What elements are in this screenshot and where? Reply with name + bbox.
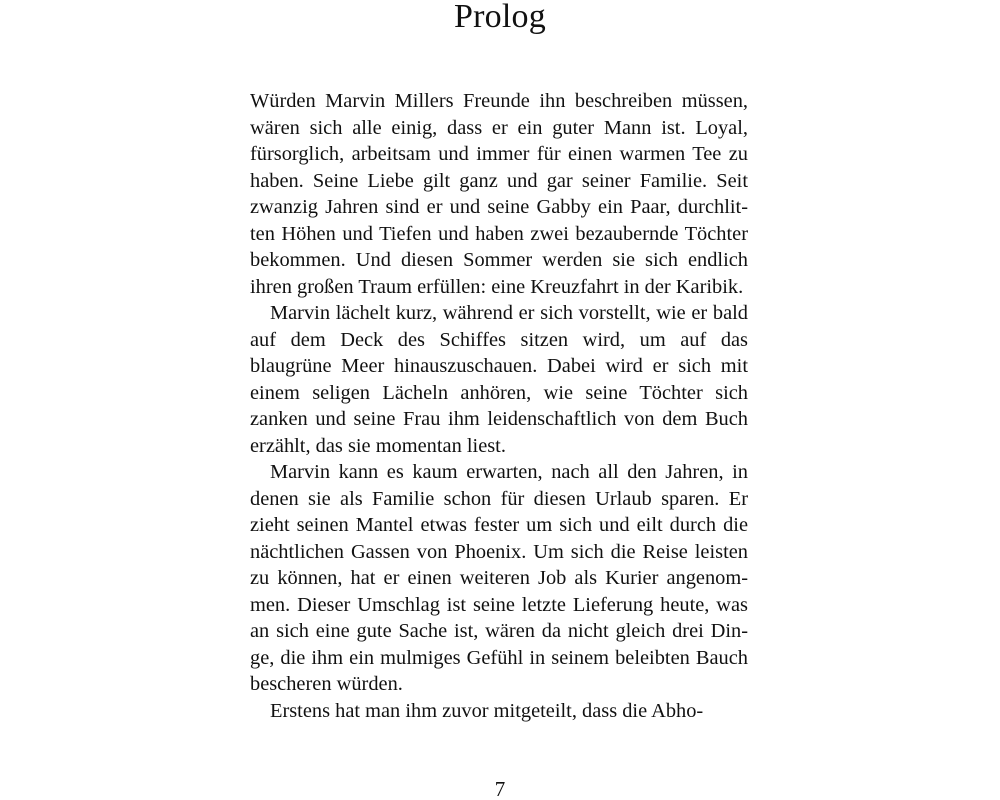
paragraph-2: Marvin lächelt kurz, während er sich vorstellt, wie er bald auf dem Deck des Schiffes sitzen wird, um auf das blaugrüne Meer hinauszuschauen. Dabei wird er sich mit einem seligen Lächeln anhören, wie seine Töchter sich zanken und seine Frau ihm leidenschaftlich von dem Buch erzählt, das sie momentan liest.	[250, 302, 748, 457]
page-number: 7	[494, 777, 506, 800]
paragraph-1: Würden Marvin Millers Freunde ihn beschreiben müssen, wären sich alle einig, dass er ein guter Mann ist. Loyal, fürsorglich, arbeitsam und immer für einen warmen Tee zu haben. Seine Liebe gilt ganz und gar seiner Familie. Seit zwanzig Jahren sind er und seine Gabby ein Paar, durchlit-ten Höhen und Tiefen und haben zwei bezaubernde Töchter bekommen. Und diesen Sommer werden sie sich endlich ihren großen Traum erfüllen: eine Kreuzfahrt in der Karibik.	[250, 90, 748, 298]
chapter-body	[250, 88, 748, 724]
paragraph-4: Erstens hat man ihm zuvor mitgeteilt, dass die Abho-	[270, 699, 704, 722]
chapter-title: Prolog	[454, 0, 546, 35]
paragraph-3: Marvin kann es kaum erwarten, nach all den Jahren, in denen sie als Familie schon für diesen Urlaub sparen. Er zieht seinen Mantel etwas fester um sich und eilt durch die nächtlichen Gassen von Phoenix. Um sich die Reise leisten zu können, hat er einen weiteren Job als Kurier angenom-men. Dieser Umschlag ist seine letzte Lieferung heute, was an sich eine gute Sache ist, wären da nicht gleich drei Din-ge, die ihm ein mulmiges Gefühl in seinem beleibten Bauch bescheren würden.	[250, 461, 748, 695]
